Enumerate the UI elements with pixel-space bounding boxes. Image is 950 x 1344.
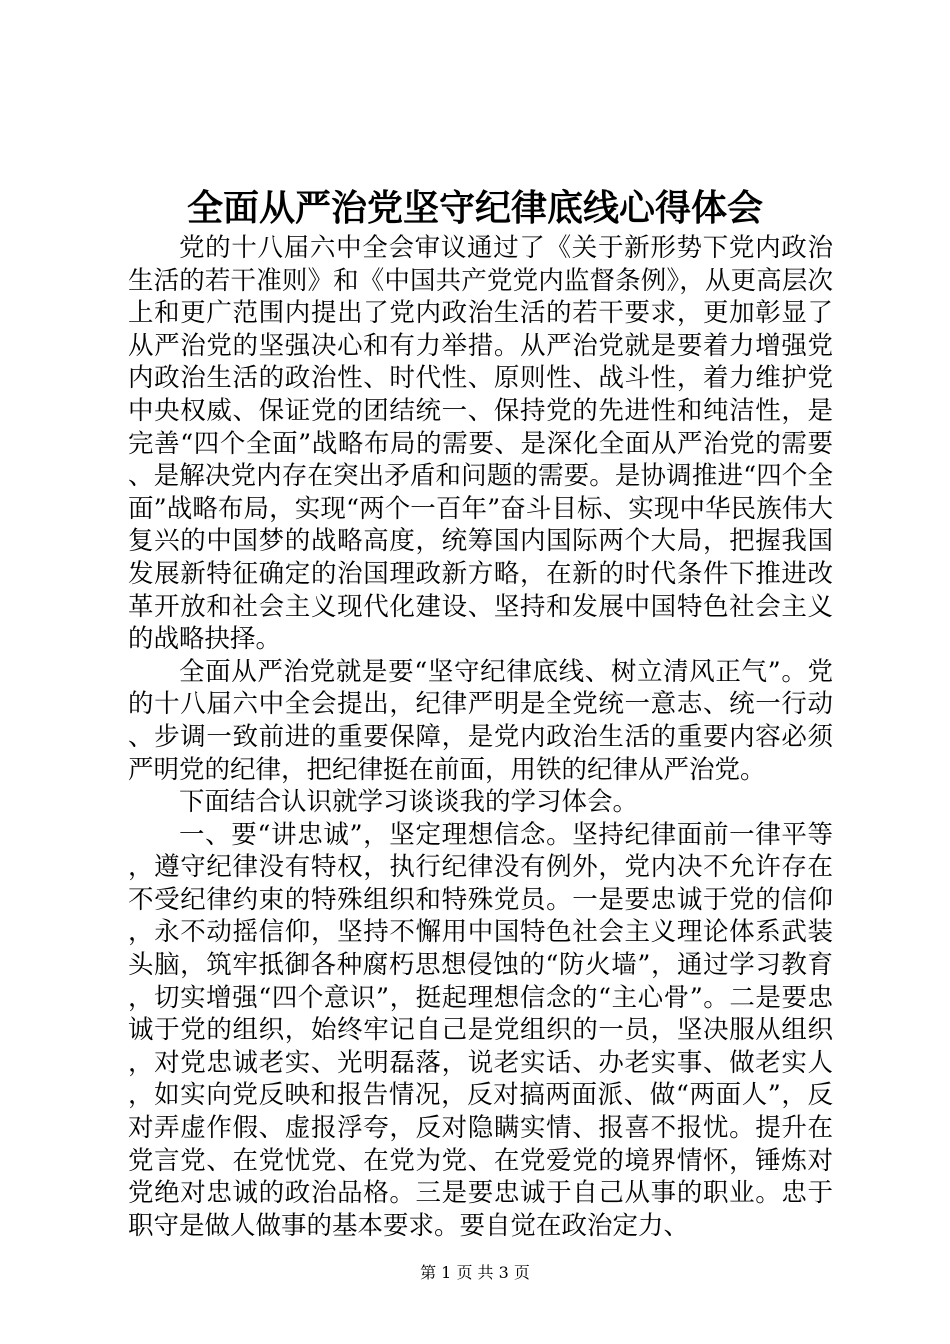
page-footer bbox=[0, 1262, 950, 1284]
page-number-label: 第 1 页 共 3 页 bbox=[420, 1263, 530, 1282]
paragraph-1: 党的十八届六中全会审议通过了《关于新形势下党内政治生活的若干准则》和《中国共产党党内监督条例》，从更高层次上和更广范围内提出了党内政治生活的若干要求，更加彰显了从严治党的坚强决心和有力举措。从严治党就是要着力增强党内政治生活的政治性、时代性、原则性、战斗性，着力维护党中央权威、保证党的团结统一、保持党的先进性和纯洁性，是完善“四个全面”战略布局的需要、是深化全面从严治党的需要、是解决党内存在突出矛盾和问题的需要。是协调推进“四个全面”战略布局，实现“两个一百年”奋斗目标、实现中华民族伟大复兴的中国梦的战略高度，统筹国内国际两个大局，把握我国发展新特征确定的治国理政新方略，在新的时代条件下推进改革开放和社会主义现代化建设、坚持和发展中国特色社会主义的战略抉择。 bbox=[128, 233, 833, 655]
paragraph-4: 一、要“讲忠诚”，坚定理想信念。坚持纪律面前一律平等，遵守纪律没有特权，执行纪律没有例外，党内决不允许存在不受纪律约束的特殊组织和特殊党员。一是要忠诚于党的信仰，永不动摇信仰，坚持不懈用中国特色社会主义理论体系武装头脑，筑牢抵御各种腐朽思想侵蚀的“防火墙”，通过学习教育，切实增强“四个意识”，挺起理想信念的“主心骨”。二是要忠诚于党的组织，始终牢记自己是党组织的一员，坚决服从组织，对党忠诚老实、光明磊落，说老实话、办老实事、做老实人，如实向党反映和报告情况，反对搞两面派、做“两面人”，反对弄虚作假、虚报浮夸，反对隐瞒实情、报喜不报忧。提升在党言党、在党忧党、在党为党、在党爱党的境界情怀，锤炼对党绝对忠诚的政治品格。三是要忠诚于自己从事的职业。忠于职守是做人做事的基本要求。要自觉在政治定力、 bbox=[128, 819, 833, 1241]
paragraph-3: 下面结合认识就学习谈谈我的学习体会。 bbox=[179, 787, 639, 818]
document-body bbox=[128, 232, 833, 1242]
document-title: 全面从严治党坚守纪律底线心得体会 bbox=[186, 187, 763, 229]
paragraph-2: 全面从严治党就是要“坚守纪律底线、树立清风正气”。党的十八届六中全会提出，纪律严明是全党统一意志、统一行动、步调一致前进的重要保障，是党内政治生活的重要内容必须严明党的纪律，把纪律挺在前面，用铁的纪律从严治党。 bbox=[128, 656, 833, 785]
